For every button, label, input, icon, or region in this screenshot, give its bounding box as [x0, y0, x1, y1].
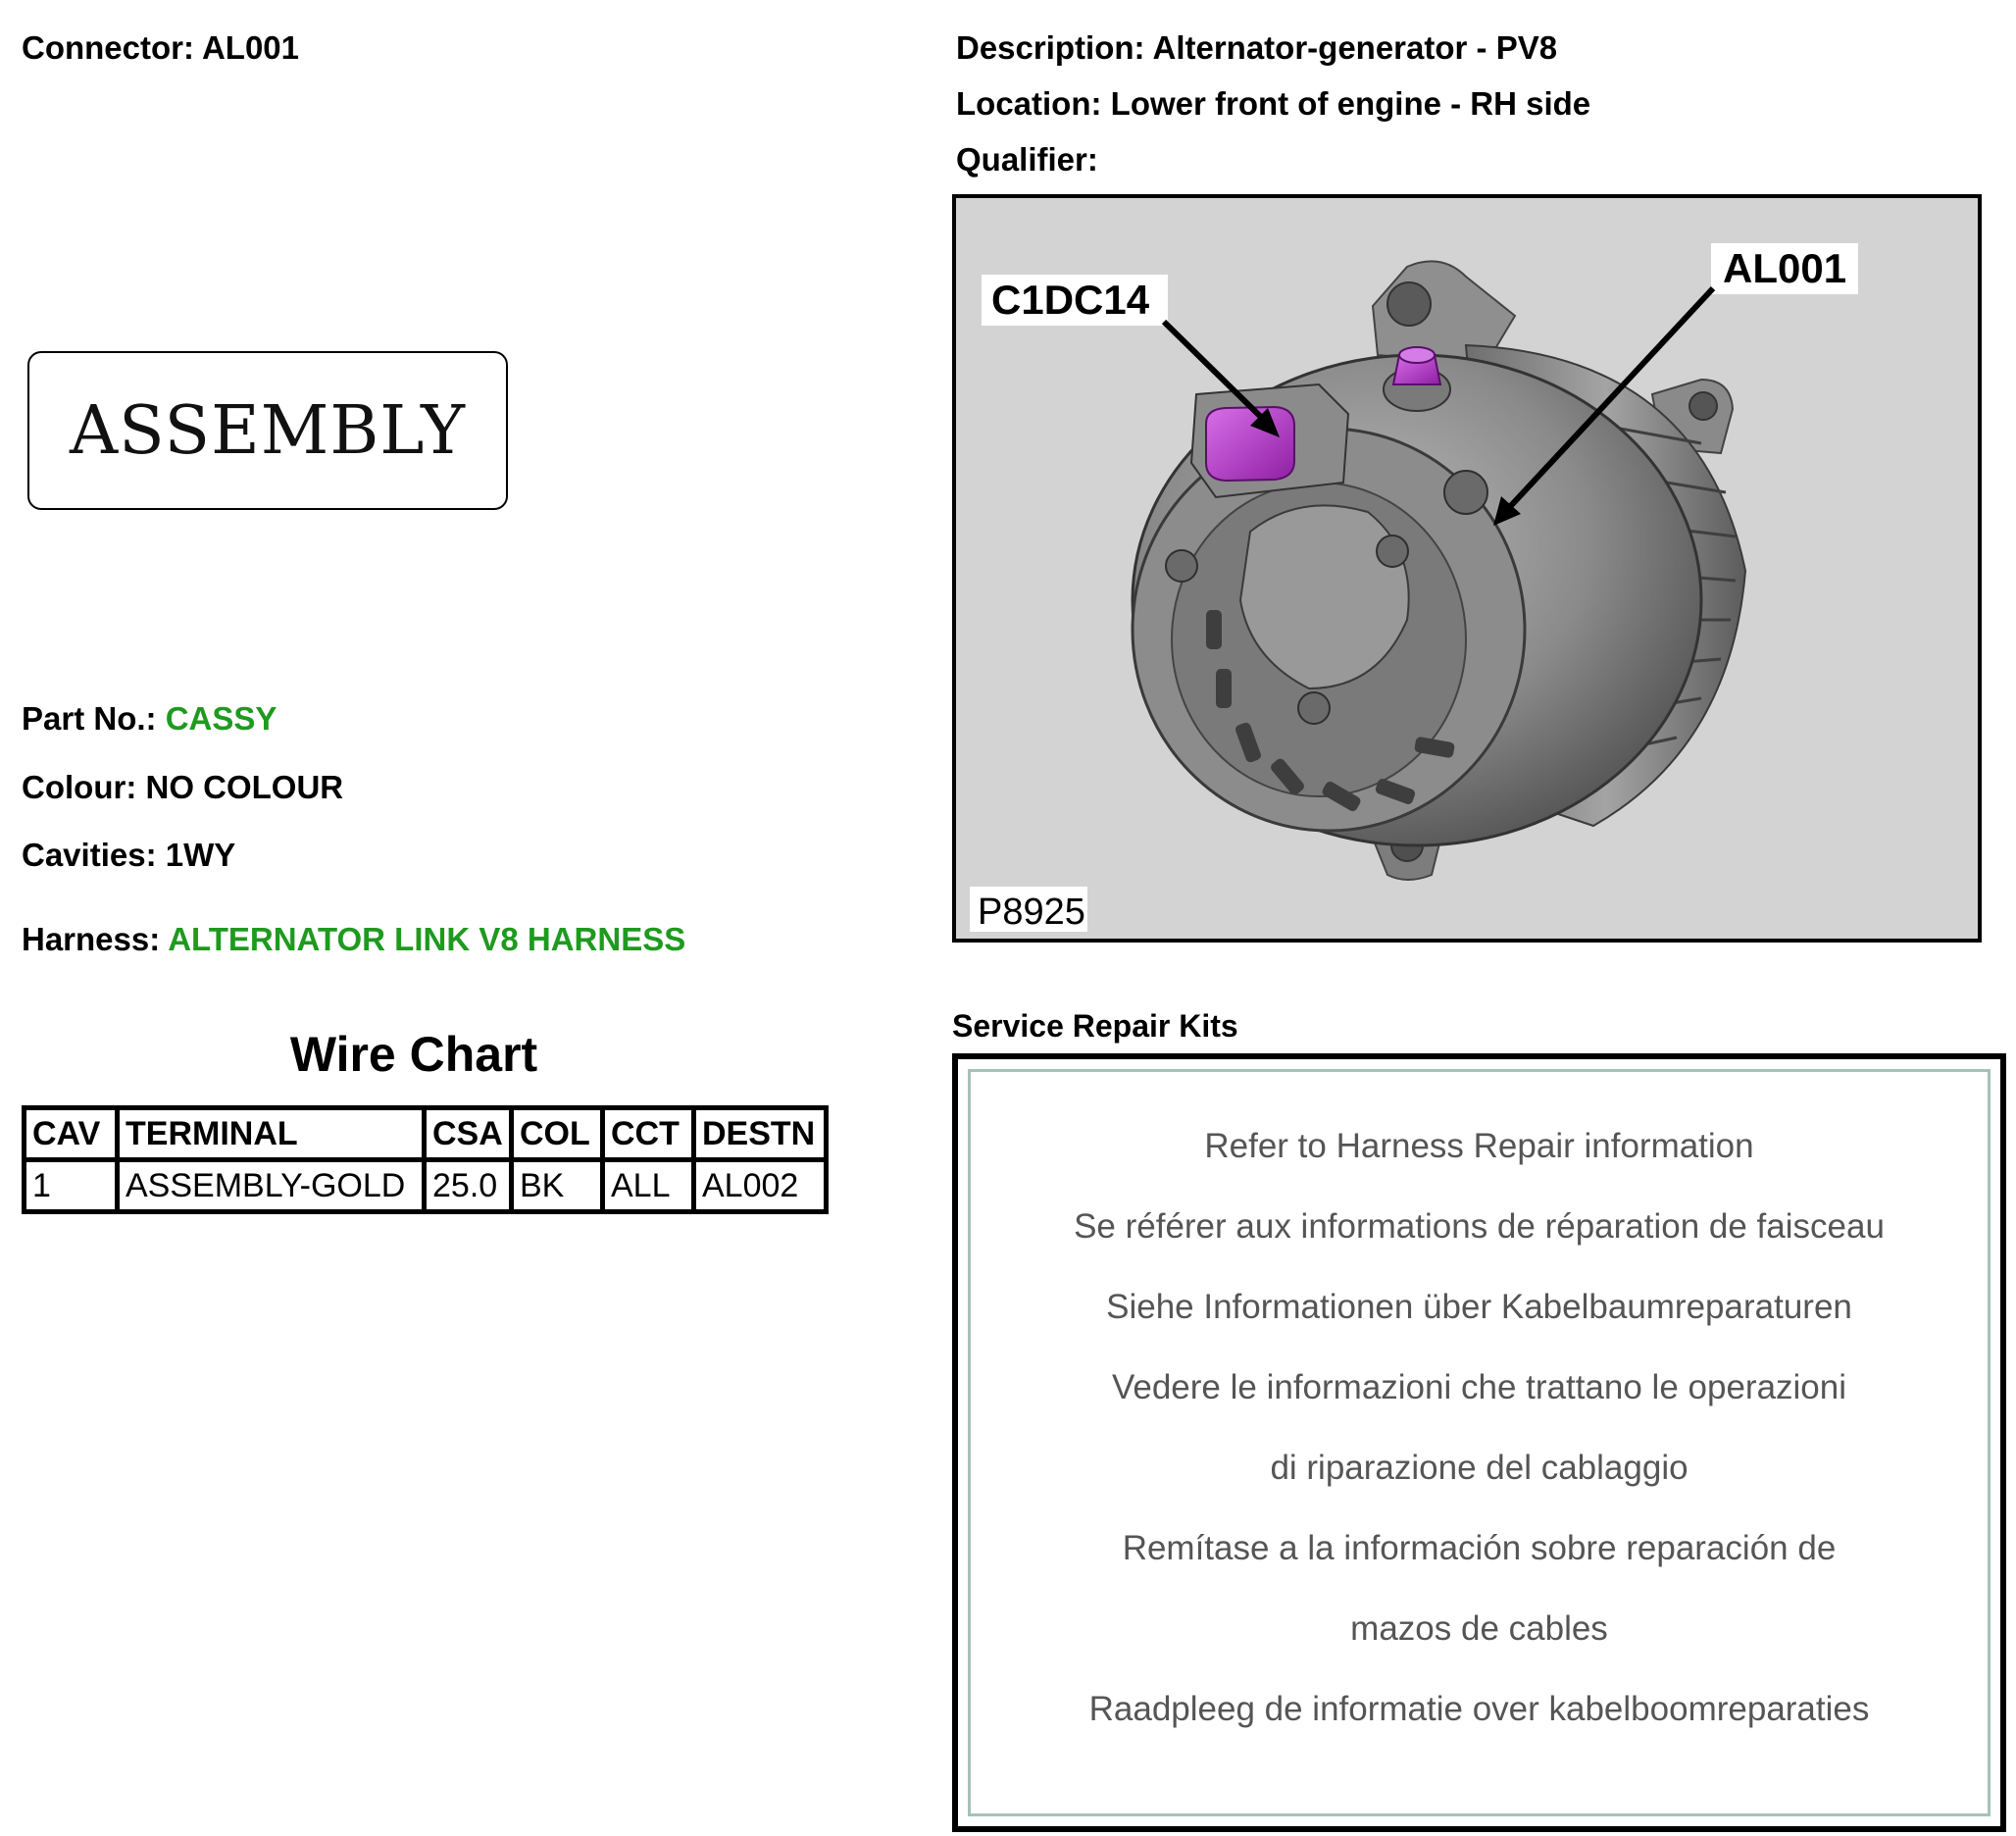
wire-chart-table — [22, 1105, 829, 1214]
part-no-label: Part No.: — [22, 700, 157, 737]
wire-chart-title: Wire Chart — [289, 1027, 538, 1082]
cavities-line — [22, 839, 235, 871]
location-label: Location: — [956, 85, 1102, 122]
header-destn: DESTN — [694, 1108, 827, 1160]
assembly-label: ASSEMBLY — [69, 391, 466, 470]
kits-line: Refer to Harness Repair information — [1204, 1127, 1754, 1165]
header-terminal: TERMINAL — [118, 1108, 425, 1160]
colour-line — [22, 771, 343, 803]
part-no-line — [22, 702, 277, 735]
description-value: Alternator-generator - PV8 — [1152, 29, 1558, 66]
kits-line: di riparazione del cablaggio — [1270, 1449, 1688, 1487]
harness-label: Harness: — [22, 921, 161, 957]
description-label: Description: — [956, 29, 1145, 66]
part-no-value: CASSY — [165, 700, 277, 737]
connector-value: AL001 — [201, 29, 300, 66]
kits-line: Se référer aux informations de réparation de faisceau — [1074, 1207, 1885, 1246]
header-cct: CCT — [603, 1108, 694, 1160]
header-csa: CSA — [425, 1108, 512, 1160]
callout-al001: AL001 — [1723, 245, 1847, 291]
service-repair-kits-box — [952, 1053, 2006, 1832]
table-row — [25, 1160, 827, 1212]
connector-label: Connector: — [22, 29, 194, 66]
location-value: Lower front of engine - RH side — [1110, 85, 1591, 122]
cell-cct: ALL — [603, 1160, 694, 1212]
colour-value: NO COLOUR — [145, 769, 344, 805]
cell-csa: 25.0 — [425, 1160, 512, 1212]
connector-line — [22, 31, 299, 64]
colour-label: Colour: — [22, 769, 137, 805]
harness-value: ALTERNATOR LINK V8 HARNESS — [168, 921, 686, 957]
location-line — [956, 87, 1590, 120]
qualifier-label: Qualifier: — [956, 141, 1098, 178]
wire-chart-header-row — [25, 1108, 827, 1160]
service-repair-kits-inner — [968, 1069, 1991, 1816]
assembly-label-box — [27, 351, 508, 510]
cell-col: BK — [512, 1160, 603, 1212]
cavities-label: Cavities: — [22, 837, 157, 873]
c1dc14-connector-highlight — [1206, 407, 1294, 481]
kits-line: Raadpleeg de informatie over kabelboomreparaties — [1088, 1690, 1870, 1728]
callout-c1dc14: C1DC14 — [991, 277, 1150, 323]
kits-line: Vedere le informazioni che trattano le operazioni — [1111, 1368, 1847, 1406]
kits-line: Siehe Informationen über Kabelbaumreparaturen — [1106, 1288, 1852, 1326]
service-repair-kits-title: Service Repair Kits — [952, 1008, 1238, 1044]
qualifier-line — [956, 143, 1098, 176]
cell-terminal: ASSEMBLY-GOLD — [118, 1160, 425, 1212]
description-line — [956, 31, 1557, 64]
header-col: COL — [512, 1108, 603, 1160]
harness-line — [22, 923, 685, 955]
alternator-illustration — [956, 198, 1978, 939]
header-cav: CAV — [25, 1108, 118, 1160]
figure-id: P8925 — [978, 892, 1085, 933]
cavities-value: 1WY — [165, 837, 236, 873]
alternator-figure — [952, 194, 1982, 943]
kits-line: Remítase a la información sobre reparación de — [1122, 1529, 1837, 1567]
kits-line: mazos de cables — [1350, 1609, 1608, 1648]
cell-destn: AL002 — [694, 1160, 827, 1212]
cell-cav: 1 — [25, 1160, 118, 1212]
